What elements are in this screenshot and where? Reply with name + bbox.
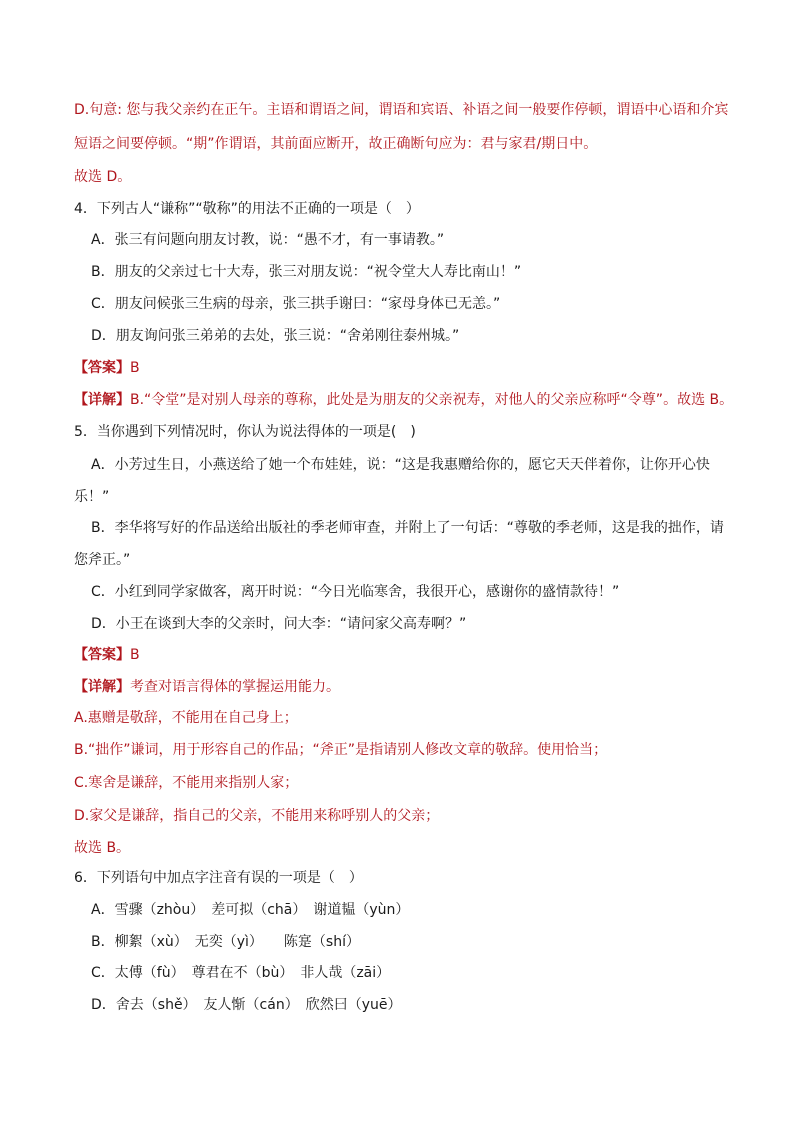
q5-detail [74,677,734,697]
q5-answer [74,645,734,665]
q5-explanation-c: C.寒舍是谦辞，不能用来指别人家； [74,775,299,791]
q4-answer-tag: 【答案】 [74,360,130,376]
q5-detail-text: 考查对语言得体的掌握运用能力。 [130,679,340,695]
q5-answer-value: B [130,647,140,663]
q4-option-a: A．张三有问题向朋友讨教，说：“愚不才，有一事请教。” [91,232,445,248]
q4-detail [74,390,734,410]
q5-option-b-line-2: 您斧正。” [74,552,131,568]
q5-option-b-line-1: B．李华将写好的作品送给出版社的季老师审查，并附上了一句话：“尊敬的季老师，这是我的拙作，请 [91,520,724,536]
q4-answer-value: B [130,360,140,376]
q5-conclusion: 故选 B。 [74,840,131,856]
q4-option-c: C．朋友问候张三生病的母亲，张三拱手谢曰：“家母身体已无恙。” [91,296,501,312]
q5-answer-tag: 【答案】 [74,647,130,663]
q5-stem: 5．当你遇到下列情况时，你认为说法得体的一项是( ) [74,424,416,440]
q5-explanation-a: A.惠赠是敬辞，不能用在自己身上； [74,710,298,726]
prev-conclusion: 故选 D。 [74,169,132,185]
q5-option-a-line-1: A．小芳过生日，小燕送给了她一个布娃娃，说：“这是我惠赠给你的，愿它天天伴着你，让你开心快 [91,457,710,473]
q5-explanation-d: D.家父是谦辞，指自己的父亲，不能用来称呼别人的父亲； [74,808,440,824]
q6-option-c: C．太傅（fù） 尊君在不（bù） 非人哉（zāi） [91,965,391,981]
prev-explanation-line-1: D.句意: 您与我父亲约在正午。主语和谓语之间，谓语和宾语、补语之间一般要作停顿，谓语中心语和介宾 [74,102,729,118]
q4-detail-text: B.“令堂”是对别人母亲的尊称，此处是为朋友的父亲祝寿，对他人的父亲应称呼“令尊”。故选 B。 [130,392,734,408]
q6-option-b: B．柳絮（xù） 无奕（yì） 陈寔（shí） [91,934,360,950]
q5-option-c: C．小红到同学家做客，离开时说：“今日光临寒舍，我很开心，感谢你的盛情款待！” [91,584,620,600]
q6-option-a: A．雪骤（zhòu） 差可拟（chā） 谢道韫（yùn） [91,902,410,918]
q6-option-d: D．舍去（shě） 友人惭（cán） 欣然曰（yuē） [91,997,402,1013]
q5-explanation-b: B.“拙作”谦词，用于形容自己的作品；“斧正”是指请别人修改文章的敬辞。使用恰当； [74,742,608,758]
q4-option-d: D．朋友询问张三弟弟的去处，张三说：“舍弟刚往泰州城。” [91,328,460,344]
q5-option-d: D．小王在谈到大李的父亲时，问大李：“请问家父高寿啊？” [91,616,467,632]
q4-detail-tag: 【详解】 [74,392,130,408]
q6-stem: 6．下列语句中加点字注音有误的一项是（ ） [74,870,363,886]
q4-stem: 4．下列古人“谦称”“敬称”的用法不正确的一项是（ ） [74,201,420,217]
prev-explanation-line-2: 短语之间要停顿。“期”作谓语，其前面应断开，故正确断句应为：君与家君/期日中。 [74,136,598,152]
q5-option-a-line-2: 乐！” [74,489,110,505]
q4-answer [74,358,734,378]
q4-option-b: B．朋友的父亲过七十大寿，张三对朋友说：“祝令堂大人寿比南山！” [91,264,522,280]
q5-detail-tag: 【详解】 [74,679,130,695]
